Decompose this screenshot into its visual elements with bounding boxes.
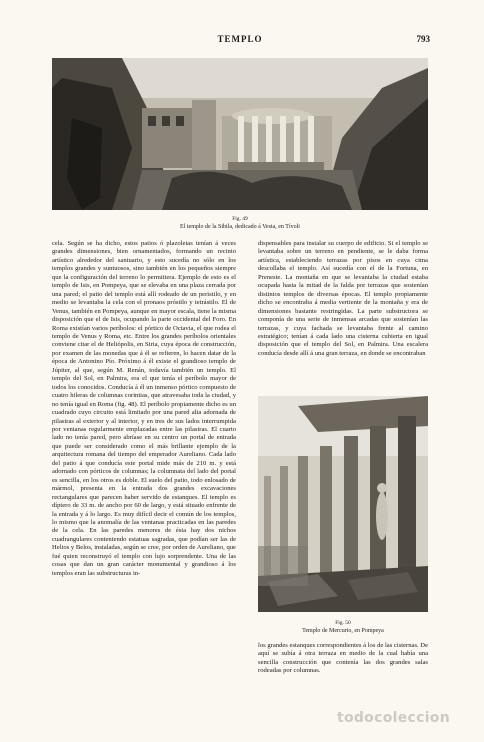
figure-top-caption: El templo de la Sibila, dedicado á Vesta, en Tívoli [180,224,300,230]
figure-top-number: Fig. 49 [232,216,248,222]
temple-mercury-photo [258,396,428,612]
body-paragraph-right-top: dispensables para instalar su cuerpo de edificio. Si el templo se levantaba sobre un terreno en pendiente, se le daba forma artística, estableciendo terrazas por pisos en cuya cima descollaba el templo. Así sucedía con el de la Fortuna, en Preneste. La montaña en que se levantaba la ciudad estaba ocupada hasta la mitad de la falda por terrazas que sostenían distintos templos de diversas épocas. El templo propiamente dicho se encontraba á media vertiente de la montaña y era de dimensiones bastante restringidas. La parte substructora se componía de una serie de inmensas arcadas que sostenían las terrazas, y cuya fachada se levantaba frente al camino estratégico; tenían á cada lado una cisterna cubierta en igual disposición que el templo del Sol, en Palmira. Una escalera conducía desde allí á una gran terraza, en donde se encontraban [258,240,428,357]
figure-right-number: Fig. 50 [335,620,351,626]
figure-temple-mercury [258,396,428,612]
figure-right-caption: Templo de Mercurio, en Pompeya [302,628,384,634]
body-paragraph-right-bottom: los grandes estanques correspondientes á los de las cisternas. De aquí se subía á otra terraza en medio de la cual había una sencilla construcción que contenía las dos grandes salas rodeadas por columnas. [258,642,428,675]
text-column-right-top [258,240,428,388]
text-column-right-bottom [258,642,428,708]
body-paragraph-left: cela. Según se ha dicho, estos patios ó plazoletas tenían á veces grandes dimensiones, bien ornamentados, formando un recinto artístico alrededor del santuario, y esto sucedía no sólo en los templos grandes y suntuosos, sino también en los pequeños siempre que la configuración del terreno lo permitiera. Ejemplo de esto es el templo de Isis, en Pompeya, que se elevaba en una plaza cerrada por una pared; el patio del templo está allí rodeado de un peristilo, y en medio se levantaba la cela con el pronaos próstilo y tetrástilo. El de Venus, también en Pompeya, aunque en mayor escala, tiene la misma disposición que el de Isis, ocupando la parte occidental del Foro. En Roma existían varios períbolos: el pórtico de Octavia, el que rodea el templo de Venus y Roma, etc. Entre los grandes períbolos orientales conviene citar el de Heliópolis, en Siria, cuya época de construcción, por examen de las monedas que á él se refieren, lo hacen datar de la época de Antonino Pío. Próximo á él existe el grandioso templo de Júpiter, al que, según M. Renán, todavía también un templo. El templo del Sol, en Palmira, era el que tenía el períbolo mayor de todos los conocidos. Conducía á él un inmenso pórtico compuesto de cuatro hileras de columnas corintias, que atravesaba toda la ciudad, y no tenía igual en Roma (fig. 48). El períbolo propiamente dicho es un cuadrado cuyo circuito está limitado por una pared alta adornada de pilastras al exterior y al interior, y en tres de sus lados interrumpida por ventanas regularmente emplazadas entre las pilastras. El cuarto lado no tenía pared, pero abríase en su centro un portal de entrada que puede ser considerado como el más brillante ejemplo de la arquitectura romana del tiempo del emperador Aureliano. Cada lado del patio á que conducía este portal mide más de 210 m. y está adornado con pórticos de columnas; la columnata del lado del portal es sencilla, en los otros es doble. El suelo del patio, todo enlosado de mármol, presenta en la entrada dos grandes excavaciones rectangulares que parecen haber servido de estanques. El templo es díptero de 33 m. de ancho por 60 de largo, y está situado enfrente de la entrada y á lo largo. Es muy difícil decir el común de los templos, lo mismo que la anomalía de las ventanas practicadas en las paredes de la cela. En las paredes menores de ésta hay dos nichos cuadrangulares conteniendo estatuas sagradas, que podían ser las de Helios y Belos, instaladas, según se cree, por orden de Aureliano, que fué quien reconstruyó el templo con lujo sorprendente. Una de las cosas que dan un gran carácter monumental y grandioso á los templos eran las substructuras in- [52,240,236,577]
watermark: todocoleccion [336,710,450,726]
page-header [50,34,430,48]
temple-sibyl-photo [52,58,428,210]
text-column-left [52,240,236,708]
figure-temple-sibyl [52,58,428,210]
running-title: TEMPLO [217,34,263,44]
page-number: 793 [416,34,430,44]
